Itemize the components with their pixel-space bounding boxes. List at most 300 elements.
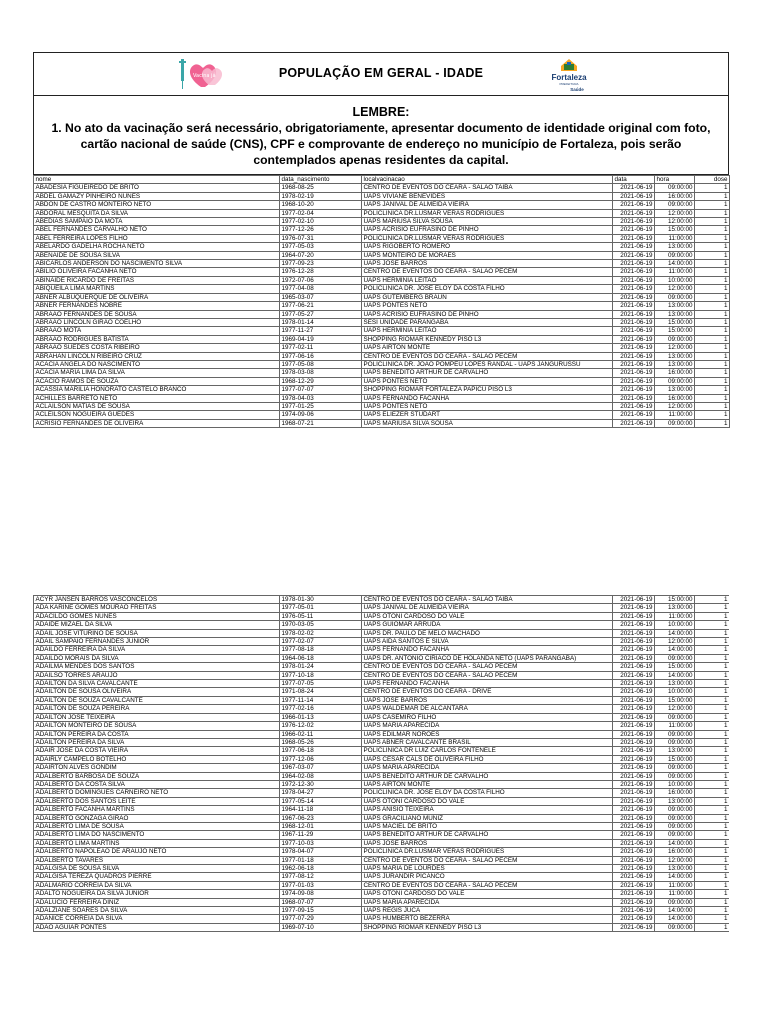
table-row (34, 839, 730, 847)
cell-data-nascimento: 1978-01-24 (280, 663, 362, 671)
cell-data-nascimento: 1962-06-18 (280, 865, 362, 873)
cell-data-nascimento: 1977-11-14 (280, 696, 362, 704)
cell-hora: 13:00:00 (655, 604, 695, 612)
cell-nome: ADAILTON DE SOUZA CAVALCANTE (34, 696, 280, 704)
cell-nome: ACLAILSON MATIAS DE SOUSA (34, 402, 280, 410)
cell-dose: 1 (695, 251, 730, 259)
table-row (34, 680, 730, 688)
cell-localvacinacao: UAPS REGIS JUCA (362, 907, 613, 915)
cell-data-nascimento: 1968-12-29 (280, 377, 362, 385)
cell-data-nascimento: 1968-05-26 (280, 738, 362, 746)
cell-localvacinacao: UAPS MONTEIRO DE MORAES (362, 251, 613, 259)
table-row (34, 806, 730, 814)
cell-localvacinacao: UAPS FERNANDO FACANHA (362, 394, 613, 402)
cell-nome: ADALUCIO FERREIRA DINIZ (34, 898, 280, 906)
cell-localvacinacao: UAPS HUMBERTO BEZERRA (362, 915, 613, 923)
cell-nome: ABELARDO GADELHA ROCHA NETO (34, 243, 280, 251)
cell-hora: 10:00:00 (655, 688, 695, 696)
cell-data-nascimento: 1969-04-19 (280, 335, 362, 343)
cell-dose: 1 (695, 293, 730, 301)
table-row (34, 596, 730, 604)
cell-data-nascimento: 1976-12-02 (280, 722, 362, 730)
cell-localvacinacao: CENTRO DE EVENTOS DO CEARA - SALAO PECEM (362, 268, 613, 276)
cell-dose: 1 (695, 369, 730, 377)
table-header-row (34, 176, 730, 184)
cell-dose: 1 (695, 839, 730, 847)
cell-data-nascimento: 1977-07-29 (280, 915, 362, 923)
cell-nome: ACACIA MARIA LIMA DA SILVA (34, 369, 280, 377)
cell-data: 2021-06-19 (613, 923, 655, 931)
cell-dose: 1 (695, 201, 730, 209)
col-header-hora: hora (655, 176, 695, 184)
table-row (34, 738, 730, 746)
table-row (34, 814, 730, 822)
cell-dose: 1 (695, 898, 730, 906)
table-row (34, 705, 730, 713)
cell-dose: 1 (695, 604, 730, 612)
cell-nome: ADAIR JOSE DA COSTA VIEIRA (34, 747, 280, 755)
cell-localvacinacao: CENTRO DE EVENTOS DO CEARA - SALAO PECEM (362, 663, 613, 671)
cell-nome: ADAIDE MIZAEL DA SILVA (34, 621, 280, 629)
cell-hora: 13:00:00 (655, 680, 695, 688)
cell-dose: 1 (695, 344, 730, 352)
cell-hora: 15:00:00 (655, 318, 695, 326)
cell-data: 2021-06-19 (613, 335, 655, 343)
cell-hora: 12:00:00 (655, 285, 695, 293)
cell-nome: ABRAHAN LINCOLN RIBEIRO CRUZ (34, 352, 280, 360)
cell-hora: 14:00:00 (655, 915, 695, 923)
table-row (34, 604, 730, 612)
table-row (34, 696, 730, 704)
col-header-nome: nome (34, 176, 280, 184)
cell-data: 2021-06-19 (613, 621, 655, 629)
cell-localvacinacao: UAPS JANIVAL DE ALMEIDA VIEIRA (362, 604, 613, 612)
cell-dose: 1 (695, 276, 730, 284)
cell-localvacinacao: UAPS ACRISIO EUFRASINO DE PINHO (362, 226, 613, 234)
table-row (34, 344, 730, 352)
cell-hora: 11:00:00 (655, 612, 695, 620)
cell-localvacinacao: UAPS AIRTON MONTE (362, 344, 613, 352)
cell-nome: ADALBERTO NAPOLEAO DE ARAUJO NETO (34, 848, 280, 856)
cell-nome: ABDORAL MESQUITA DA SILVA (34, 209, 280, 217)
table-row (34, 873, 730, 881)
cell-hora: 11:00:00 (655, 890, 695, 898)
cell-dose: 1 (695, 377, 730, 385)
cell-data: 2021-06-19 (613, 276, 655, 284)
cell-hora: 09:00:00 (655, 730, 695, 738)
table-row (34, 688, 730, 696)
cell-data: 2021-06-19 (613, 638, 655, 646)
cell-data-nascimento: 1977-01-25 (280, 402, 362, 410)
cell-localvacinacao: UAPS BENEDITO ARTHUR DE CARVALHO (362, 772, 613, 780)
cell-localvacinacao: UAPS DR. ANTONIO CIRIACO DE HOLANDA NETO (UAPS PARANGABA) (362, 654, 613, 662)
cell-localvacinacao: UAPS WALDEMAR DE ALCANTARA (362, 705, 613, 713)
cell-hora: 09:00:00 (655, 831, 695, 839)
cell-localvacinacao: UAPS GUTEMBERG BRAUN (362, 293, 613, 301)
cell-hora: 09:00:00 (655, 184, 695, 192)
cell-data: 2021-06-19 (613, 604, 655, 612)
cell-data-nascimento: 1971-08-24 (280, 688, 362, 696)
table-row (34, 234, 730, 242)
cell-localvacinacao: SHOPPING RIOMAR KENNEDY PISO L3 (362, 335, 613, 343)
cell-nome: ADAILTON DE SOUZA PEREIRA (34, 705, 280, 713)
svg-text:Fortaleza: Fortaleza (551, 73, 587, 82)
cell-data-nascimento: 1977-08-12 (280, 873, 362, 881)
table-row (34, 251, 730, 259)
cell-hora: 09:00:00 (655, 654, 695, 662)
cell-nome: ACACIO RAMOS DE SOUZA (34, 377, 280, 385)
cell-hora: 09:00:00 (655, 772, 695, 780)
cell-data: 2021-06-19 (613, 226, 655, 234)
table-row (34, 730, 730, 738)
cell-data-nascimento: 1977-02-07 (280, 638, 362, 646)
table-row (34, 327, 730, 335)
cell-localvacinacao: CENTRO DE EVENTOS DO CEARA - DRIVE (362, 688, 613, 696)
col-header-localvacinacao: localvacinacao (362, 176, 613, 184)
cell-hora: 09:00:00 (655, 806, 695, 814)
cell-dose: 1 (695, 831, 730, 839)
cell-localvacinacao: CENTRO DE EVENTOS DO CEARA - SALAO PECEM (362, 856, 613, 864)
cell-localvacinacao: POLICLINICA DR.LUSMAR VERAS RODRIGUES (362, 209, 613, 217)
cell-dose: 1 (695, 890, 730, 898)
cell-dose: 1 (695, 848, 730, 856)
cell-data: 2021-06-19 (613, 646, 655, 654)
cell-nome: ADAIRLY CAMPELO BOTELHO (34, 755, 280, 763)
cell-nome: ADALGISA TEREZA QUADROS PIERRE (34, 873, 280, 881)
cell-dose: 1 (695, 738, 730, 746)
cell-data: 2021-06-19 (613, 402, 655, 410)
table-row (34, 646, 730, 654)
svg-text:Saúde: Saúde (570, 87, 584, 92)
table-row (34, 722, 730, 730)
cell-localvacinacao: UAPS CASEMIRO FILHO (362, 713, 613, 721)
cell-data: 2021-06-19 (613, 730, 655, 738)
cell-data-nascimento: 1977-05-01 (280, 604, 362, 612)
cell-nome: ADALBERTO LIMA DE SOUSA (34, 822, 280, 830)
table-row (34, 772, 730, 780)
cell-data: 2021-06-19 (613, 890, 655, 898)
cell-nome: ACHILLES BARRETO NETO (34, 394, 280, 402)
table-row (34, 386, 730, 394)
cell-hora: 09:00:00 (655, 764, 695, 772)
cell-nome: ABDEL GAMAZY PINHEIRO NUNES (34, 192, 280, 200)
cell-dose: 1 (695, 268, 730, 276)
table-row (34, 192, 730, 200)
table-row (34, 411, 730, 419)
table-row (34, 915, 730, 923)
cell-data: 2021-06-19 (613, 738, 655, 746)
cell-data-nascimento: 1970-03-05 (280, 621, 362, 629)
header-box (33, 52, 729, 96)
cell-data-nascimento: 1964-02-08 (280, 772, 362, 780)
cell-nome: ADAILTON DA SILVA CAVALCANTE (34, 680, 280, 688)
cell-localvacinacao: POLICLINICA DR. JOAO POMPEU LOPES RANDAL - UAPS JANGURUSSU (362, 360, 613, 368)
cell-hora: 12:00:00 (655, 344, 695, 352)
cell-dose: 1 (695, 394, 730, 402)
table-row (34, 780, 730, 788)
table-row (34, 377, 730, 385)
cell-hora: 09:00:00 (655, 814, 695, 822)
table-row (34, 923, 730, 931)
cell-localvacinacao: UAPS AIDA SANTOS E SILVA (362, 638, 613, 646)
cell-data: 2021-06-19 (613, 243, 655, 251)
cell-data-nascimento: 1967-06-23 (280, 814, 362, 822)
cell-dose: 1 (695, 856, 730, 864)
table-row (34, 276, 730, 284)
cell-hora: 09:00:00 (655, 898, 695, 906)
cell-data: 2021-06-19 (613, 201, 655, 209)
cell-localvacinacao: UAPS ABNER CAVALCANTE BRASIL (362, 738, 613, 746)
cell-hora: 14:00:00 (655, 839, 695, 847)
cell-data-nascimento: 1977-01-18 (280, 856, 362, 864)
cell-localvacinacao: CENTRO DE EVENTOS DO CEARA - SALAO TAIBA (362, 184, 613, 192)
cell-dose: 1 (695, 318, 730, 326)
cell-data-nascimento: 1972-07-06 (280, 276, 362, 284)
col-header-dose: dose (695, 176, 730, 184)
cell-data: 2021-06-19 (613, 318, 655, 326)
cell-data: 2021-06-19 (613, 814, 655, 822)
cell-data: 2021-06-19 (613, 839, 655, 847)
cell-data: 2021-06-19 (613, 881, 655, 889)
cell-data: 2021-06-19 (613, 848, 655, 856)
table-row (34, 865, 730, 873)
table-row (34, 654, 730, 662)
cell-dose: 1 (695, 327, 730, 335)
cell-data: 2021-06-19 (613, 234, 655, 242)
cell-nome: ABEL FERREIRA LOPES FILHO (34, 234, 280, 242)
cell-localvacinacao: UAPS MACIEL DE BRITO (362, 822, 613, 830)
cell-data: 2021-06-19 (613, 780, 655, 788)
cell-localvacinacao: UAPS OTONI CARDOSO DO VALE (362, 612, 613, 620)
cell-data: 2021-06-19 (613, 797, 655, 805)
cell-data: 2021-06-19 (613, 327, 655, 335)
cell-data-nascimento: 1968-07-21 (280, 419, 362, 427)
cell-localvacinacao: UAPS PONTES NETO (362, 302, 613, 310)
cell-nome: ADALTO NOGUEIRA DA SILVA JUNIOR (34, 890, 280, 898)
table-row (34, 856, 730, 864)
cell-data: 2021-06-19 (613, 419, 655, 427)
cell-data: 2021-06-19 (613, 377, 655, 385)
cell-data: 2021-06-19 (613, 907, 655, 915)
fortaleza-logo (539, 56, 599, 92)
cell-nome: ADAIRTON ALVES GONDIM (34, 764, 280, 772)
table-row (34, 268, 730, 276)
cell-nome: ADALBERTO FACANHA MARTINS (34, 806, 280, 814)
cell-hora: 14:00:00 (655, 907, 695, 915)
cell-dose: 1 (695, 663, 730, 671)
cell-dose: 1 (695, 218, 730, 226)
cell-nome: ABDON DE CASTRO MONTEIRO NETO (34, 201, 280, 209)
table-row (34, 764, 730, 772)
cell-localvacinacao: CENTRO DE EVENTOS DO CEARA - SALAO PECEM (362, 881, 613, 889)
cell-dose: 1 (695, 234, 730, 242)
table-row (34, 612, 730, 620)
notice-title: LEMBRE: (352, 105, 410, 119)
cell-localvacinacao: POLICLINICA DR. JOSE ELOY DA COSTA FILHO (362, 285, 613, 293)
cell-nome: ABRAAO MOTA (34, 327, 280, 335)
cell-hora: 14:00:00 (655, 671, 695, 679)
table-row (34, 260, 730, 268)
cell-nome: ABRAAO RODRIGUES BATISTA (34, 335, 280, 343)
cell-hora: 12:00:00 (655, 638, 695, 646)
cell-data-nascimento: 1965-03-07 (280, 293, 362, 301)
cell-nome: ABILIO OLIVEIRA FACANHA NETO (34, 268, 280, 276)
cell-localvacinacao: UAPS OTONI CARDOSO DO VALE (362, 797, 613, 805)
cell-data-nascimento: 1974-09-08 (280, 890, 362, 898)
cell-dose: 1 (695, 764, 730, 772)
cell-dose: 1 (695, 621, 730, 629)
cell-data-nascimento: 1977-04-08 (280, 285, 362, 293)
cell-localvacinacao: UAPS ELIEZER STUDART (362, 411, 613, 419)
cell-hora: 09:00:00 (655, 419, 695, 427)
cell-hora: 10:00:00 (655, 276, 695, 284)
cell-data: 2021-06-19 (613, 629, 655, 637)
cell-hora: 15:00:00 (655, 596, 695, 604)
cell-dose: 1 (695, 696, 730, 704)
cell-dose: 1 (695, 352, 730, 360)
table-row (34, 335, 730, 343)
table-row (34, 360, 730, 368)
cell-data-nascimento: 1976-12-28 (280, 268, 362, 276)
cell-dose: 1 (695, 822, 730, 830)
cell-dose: 1 (695, 772, 730, 780)
cell-nome: ABNER ALBUQUERQUE DE OLIVEIRA (34, 293, 280, 301)
cell-hora: 14:00:00 (655, 260, 695, 268)
schedule-table-2 (33, 595, 729, 932)
cell-dose: 1 (695, 360, 730, 368)
cell-dose: 1 (695, 814, 730, 822)
cell-hora: 13:00:00 (655, 797, 695, 805)
cell-data: 2021-06-19 (613, 285, 655, 293)
cell-localvacinacao: UAPS ACRISIO EUFRASINO DE PINHO (362, 310, 613, 318)
cell-dose: 1 (695, 865, 730, 873)
cell-nome: ACACIA ANGELA DO NASCIMENTO (34, 360, 280, 368)
cell-dose: 1 (695, 386, 730, 394)
cell-nome: ADALGISA DE SOUSA SILVA (34, 865, 280, 873)
cell-nome: ACRISIO FERNANDES DE OLIVEIRA (34, 419, 280, 427)
cell-data: 2021-06-19 (613, 209, 655, 217)
cell-data-nascimento: 1976-07-31 (280, 234, 362, 242)
cell-nome: ABADESIA FIGUEIREDO DE BRITO (34, 184, 280, 192)
cell-hora: 09:00:00 (655, 377, 695, 385)
table-row (34, 209, 730, 217)
cell-localvacinacao: POLICLINICA DR.LUSMAR VERAS RODRIGUES (362, 848, 613, 856)
cell-data-nascimento: 1978-03-08 (280, 369, 362, 377)
cell-nome: ADALBERTO TAVARES (34, 856, 280, 864)
cell-localvacinacao: UAPS JOSE BARROS (362, 839, 613, 847)
cell-data: 2021-06-19 (613, 268, 655, 276)
cell-nome: ABINAIDE RICARDO DE FREITAS (34, 276, 280, 284)
cell-dose: 1 (695, 915, 730, 923)
cell-data: 2021-06-19 (613, 915, 655, 923)
cell-dose: 1 (695, 806, 730, 814)
notice-box (33, 96, 729, 175)
cell-nome: ADALBERTO DA COSTA SILVA (34, 780, 280, 788)
table-row (34, 402, 730, 410)
cell-data-nascimento: 1966-02-11 (280, 730, 362, 738)
cell-data-nascimento: 1977-08-18 (280, 646, 362, 654)
cell-dose: 1 (695, 302, 730, 310)
table-row (34, 369, 730, 377)
cell-dose: 1 (695, 907, 730, 915)
cell-data: 2021-06-19 (613, 369, 655, 377)
cell-nome: ABRAAO FERNANDES DE SOUSA (34, 310, 280, 318)
cell-data-nascimento: 1967-11-29 (280, 831, 362, 839)
cell-data-nascimento: 1977-02-11 (280, 344, 362, 352)
cell-hora: 16:00:00 (655, 848, 695, 856)
cell-hora: 11:00:00 (655, 234, 695, 242)
cell-hora: 13:00:00 (655, 243, 695, 251)
table-row (34, 898, 730, 906)
cell-data-nascimento: 1977-06-16 (280, 352, 362, 360)
table-row (34, 638, 730, 646)
cell-data: 2021-06-19 (613, 755, 655, 763)
svg-text:PREFEITURA: PREFEITURA (559, 82, 579, 86)
cell-data: 2021-06-19 (613, 772, 655, 780)
cell-localvacinacao: UAPS MARIA DE LOURDES (362, 865, 613, 873)
cell-localvacinacao: UAPS GUIOMAR ARRUDA (362, 621, 613, 629)
cell-data-nascimento: 1977-12-06 (280, 755, 362, 763)
cell-hora: 12:00:00 (655, 705, 695, 713)
cell-nome: ADAILTON PEREIRA DA COSTA (34, 730, 280, 738)
cell-nome: ADANICE CORREIA DA SILVA (34, 915, 280, 923)
cell-data: 2021-06-19 (613, 696, 655, 704)
cell-dose: 1 (695, 192, 730, 200)
cell-dose: 1 (695, 612, 730, 620)
cell-data-nascimento: 1968-08-25 (280, 184, 362, 192)
cell-localvacinacao: POLICLINICA DR LUIZ CARLOS FONTENELE (362, 747, 613, 755)
table-row (34, 671, 730, 679)
table-row (34, 226, 730, 234)
cell-localvacinacao: UAPS AIRTON MONTE (362, 780, 613, 788)
table-row (34, 184, 730, 192)
cell-localvacinacao: UAPS MARIUSA SILVA SOUSA (362, 218, 613, 226)
table-row (34, 318, 730, 326)
cell-localvacinacao: UAPS GRACILIANO MUNIZ (362, 814, 613, 822)
cell-localvacinacao: UAPS JOSE BARROS (362, 696, 613, 704)
cell-localvacinacao: POLICLINICA DR.LUSMAR VERAS RODRIGUES (362, 234, 613, 242)
col-header-data-nascimento: data_nascimento (280, 176, 362, 184)
cell-hora: 11:00:00 (655, 722, 695, 730)
cell-localvacinacao: UAPS HERMINIA LEITAO (362, 276, 613, 284)
cell-dose: 1 (695, 184, 730, 192)
cell-data-nascimento: 1977-06-21 (280, 302, 362, 310)
cell-nome: ADAILDO FERREIRA DA SILVA (34, 646, 280, 654)
cell-dose: 1 (695, 722, 730, 730)
cell-hora: 09:00:00 (655, 251, 695, 259)
cell-hora: 09:00:00 (655, 738, 695, 746)
cell-data-nascimento: 1976-05-11 (280, 612, 362, 620)
cell-dose: 1 (695, 243, 730, 251)
cell-hora: 11:00:00 (655, 268, 695, 276)
cell-data-nascimento: 1966-01-13 (280, 713, 362, 721)
cell-dose: 1 (695, 285, 730, 293)
cell-nome: ADAILTON MONTEIRO DE SOUSA (34, 722, 280, 730)
cell-localvacinacao: SHOPPING RIOMAR KENNEDY PISO L3 (362, 923, 613, 931)
cell-data: 2021-06-19 (613, 386, 655, 394)
cell-data-nascimento: 1977-05-14 (280, 797, 362, 805)
cell-localvacinacao: UAPS OTONI CARDOSO DO VALE (362, 890, 613, 898)
cell-nome: ACYR JANSEN BARROS VASCONCELOS (34, 596, 280, 604)
cell-localvacinacao: UAPS EDILMAR NOROES (362, 730, 613, 738)
cell-data-nascimento: 1977-05-03 (280, 243, 362, 251)
cell-hora: 13:00:00 (655, 302, 695, 310)
cell-nome: ADAIL SAMPAIO FERNANDES JUNIOR (34, 638, 280, 646)
cell-dose: 1 (695, 638, 730, 646)
cell-nome: ACASSIA MARILIA HONORATO CASTELO BRANCO (34, 386, 280, 394)
cell-data: 2021-06-19 (613, 747, 655, 755)
cell-localvacinacao: UAPS BENEDITO ARTHUR DE CARVALHO (362, 369, 613, 377)
